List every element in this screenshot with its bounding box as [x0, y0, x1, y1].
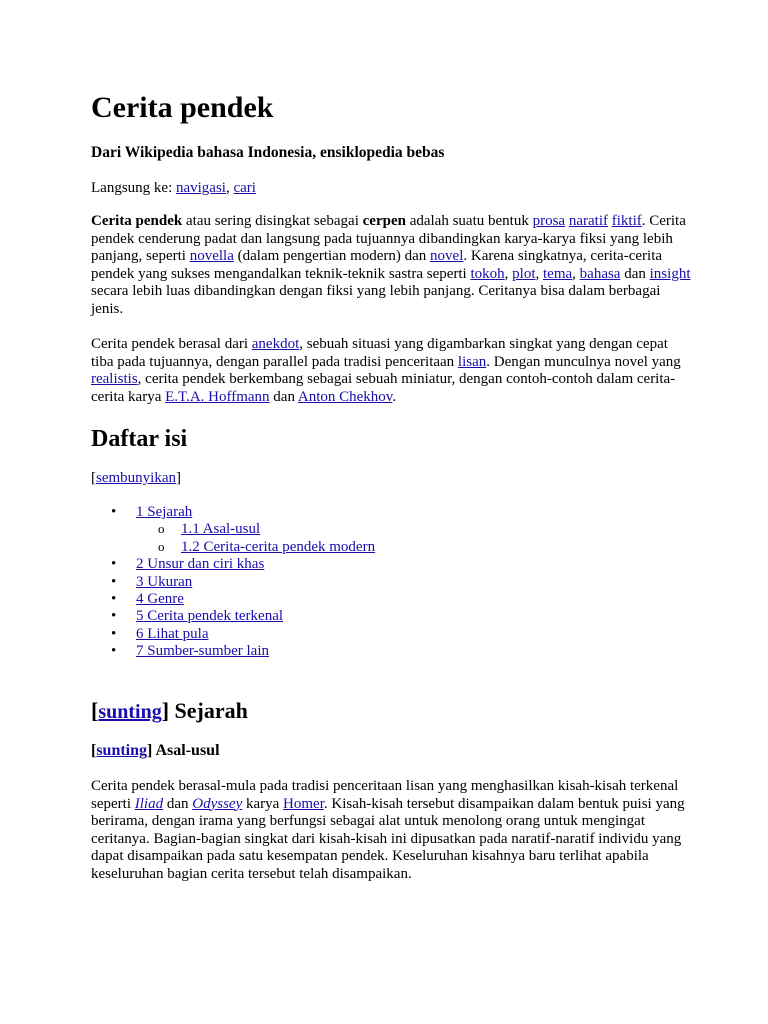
site-subtitle: Dari Wikipedia bahasa Indonesia, ensiklopedia bebas: [91, 144, 445, 161]
text-segment: . Kisah-kisah tersebut disampaikan dalam bentuk puisi yang berirama, dengan irama yang berfungsi sebagai alat untuk menolong orang untuk mengingat ceritanya. Bagian-bagian singkat dari kisah-kisah ini dipusatkan pada naratif-naratif individu yang dapat disampaikan pada satu kesempatan pendek. Keseluruhan kisahnya baru terlihat apabila keseluruhan bagian cerita tersebut telah disampaikan.: [91, 795, 685, 882]
text-segment: ,: [572, 265, 580, 282]
page-title: Cerita pendek: [91, 91, 274, 124]
text-segment: Cerita pendek berasal-mula pada tradisi penceritaan lisan yang menghasilkan kisah-kisah terkenal seperti: [91, 778, 679, 812]
toc-link-genre[interactable]: 4 Genre: [136, 590, 184, 607]
toc-link-lihat-pula[interactable]: 6 Lihat pula: [136, 625, 209, 642]
link-odyssey[interactable]: [192, 796, 242, 812]
toc-item: [91, 504, 491, 521]
navigation-link[interactable]: navigasi: [175, 180, 226, 196]
asal-usul-paragraph: [91, 778, 691, 883]
bullet-icon: •: [111, 625, 117, 642]
toc-subitem: [91, 521, 491, 538]
bracket-close: ]: [147, 742, 156, 759]
toc-link-ukuran[interactable]: 3 Ukuran: [136, 573, 193, 590]
text-segment: Cerita pendek berasal dari: [91, 336, 252, 352]
jump-to-links: [91, 178, 256, 198]
bracket-close: ]: [161, 698, 175, 723]
bracket-open: [: [91, 470, 96, 486]
toc-item: [91, 626, 491, 643]
intro-paragraph: [91, 213, 691, 318]
toc-link-sejarah[interactable]: 1 Sejarah: [136, 504, 193, 520]
text-segment: .: [392, 388, 397, 405]
text-segment: , cerita pendek berkembang sebagai sebuah miniatur, dengan contoh-contoh dalam cerita-cerita karya: [91, 371, 676, 405]
title-odyssey: Odyssey: [192, 795, 243, 812]
toc-link-asal-usul[interactable]: 1.1 Asal-usul: [181, 521, 261, 538]
text-segment: atau sering disingkat sebagai: [182, 213, 363, 229]
link-lisan[interactable]: lisan: [457, 353, 487, 370]
text-segment: . Dengan munculnya novel yang: [486, 353, 681, 370]
section-title: Sejarah: [174, 698, 248, 723]
bracket-open: [: [91, 698, 99, 723]
edit-subsection-link[interactable]: sunting: [96, 742, 148, 759]
toc-link-unsur[interactable]: 2 Unsur dan ciri khas: [136, 556, 265, 573]
text-segment: secara lebih luas dibandingkan dengan fiksi yang lebih panjang. Ceritanya bisa dalam berbagai jenis.: [91, 283, 661, 317]
title-iliad: Iliad: [134, 795, 164, 812]
link-naratif[interactable]: naratif: [568, 213, 608, 229]
term-cerpen: cerpen: [362, 213, 406, 229]
link-iliad[interactable]: [135, 796, 163, 812]
text-segment: adalah suatu bentuk: [405, 213, 533, 229]
link-insight[interactable]: insight: [649, 265, 691, 282]
text-segment: dan: [163, 795, 193, 812]
toc-toggle: [91, 468, 181, 488]
bullet-icon: •: [111, 643, 117, 660]
toc-link-sumber[interactable]: 7 Sumber-sumber lain: [136, 643, 270, 660]
toc-item: [91, 643, 491, 660]
link-bahasa[interactable]: bahasa: [579, 265, 621, 282]
text-segment: karya: [242, 795, 284, 812]
text-segment: . Cerita pendek cenderung padat dan langsung pada tujuannya dibandingkan karya-karya fiksi yang lebih panjang, seperti: [91, 213, 686, 264]
link-chekhov[interactable]: Anton Chekhov: [297, 388, 393, 405]
search-link[interactable]: cari: [233, 180, 256, 196]
subsection-title: Asal-usul: [155, 742, 220, 759]
bullet-icon: •: [111, 504, 117, 520]
text-segment: ,: [504, 265, 513, 282]
toc-item: [91, 574, 491, 591]
edit-section-link[interactable]: sunting: [98, 701, 162, 723]
bracket-close: ]: [176, 470, 181, 486]
section-heading-sejarah: [91, 697, 248, 726]
toc-subitem: [91, 539, 491, 556]
link-anekdot[interactable]: anekdot: [251, 336, 300, 352]
text-segment: (dalam pengertian modern) dan: [233, 248, 431, 264]
jump-prefix: Langsung ke:: [91, 180, 176, 196]
link-homer[interactable]: Homer: [283, 795, 324, 812]
jump-separator: ,: [225, 180, 234, 196]
link-novel[interactable]: novel: [430, 248, 464, 264]
bullet-icon: •: [111, 590, 117, 607]
link-realistis[interactable]: realistis: [91, 371, 138, 387]
toc-item: [91, 608, 491, 625]
sub-bullet-icon: o: [158, 538, 165, 554]
text-segment: , sebuah situasi yang digambarkan singkat yang dengan cepat tiba pada tujuannya, dengan parallel pada tradisi penceritaan: [91, 336, 668, 370]
toc-item: [91, 591, 491, 608]
toc-link-modern[interactable]: 1.2 Cerita-cerita pendek modern: [181, 538, 376, 555]
link-novella[interactable]: novella: [189, 248, 234, 264]
link-tokoh[interactable]: tokoh: [470, 265, 505, 282]
text-segment: dan: [269, 388, 298, 405]
toc-item: [91, 556, 491, 573]
sub-bullet-icon: o: [158, 521, 165, 537]
origin-paragraph: [91, 336, 691, 406]
text-segment: dan: [620, 265, 650, 282]
toc-list: [91, 504, 491, 661]
bullet-icon: •: [111, 608, 117, 625]
bullet-icon: •: [111, 573, 117, 590]
link-plot[interactable]: plot: [512, 265, 536, 282]
text-segment: ,: [535, 265, 543, 282]
link-fiktif[interactable]: fiktif: [611, 213, 642, 229]
toc-link-terkenal[interactable]: 5 Cerita pendek terkenal: [136, 608, 284, 625]
subsection-heading-asal-usul: [91, 741, 220, 761]
link-tema[interactable]: tema: [543, 265, 573, 282]
toc-heading: Daftar isi: [91, 426, 188, 452]
text-segment: . Karena singkatnya, cerita-cerita pendek yang sukses mengandalkan teknik-teknik sastra seperti: [91, 248, 663, 282]
link-prosa[interactable]: prosa: [532, 213, 566, 229]
toc-hide-link[interactable]: sembunyikan: [96, 470, 176, 486]
link-hoffmann[interactable]: E.T.A. Hoffmann: [165, 388, 270, 405]
bullet-icon: •: [111, 556, 117, 573]
term-cerita-pendek: Cerita pendek: [91, 213, 183, 229]
bracket-open: [: [91, 742, 97, 759]
